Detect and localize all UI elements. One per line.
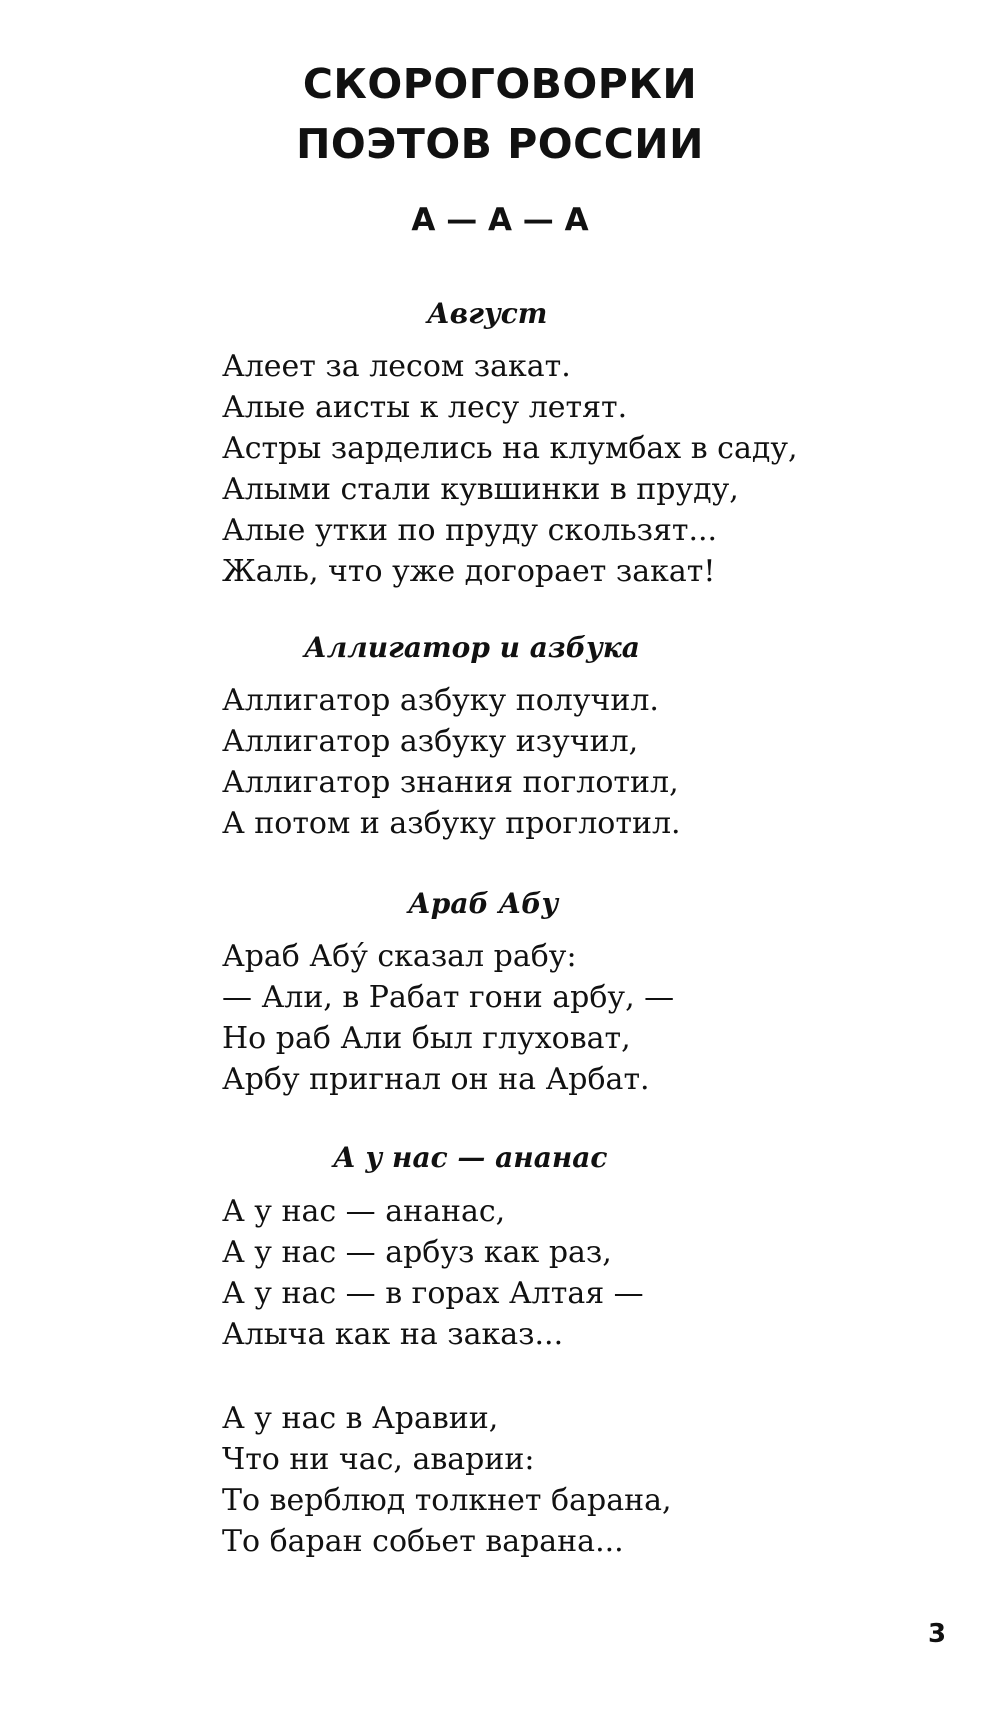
- poem-line: Арбу пригнал он на Арбат.: [222, 1062, 650, 1097]
- poem-stanza: [222, 1398, 672, 1562]
- poem-stanza: [222, 1191, 644, 1355]
- book-title-line-1: СКОРОГОВОРКИ: [302, 60, 698, 108]
- poem-line: — Али, в Рабат гони арбу, —: [222, 980, 675, 1015]
- poem-line: То верблюд толкнет барана,: [222, 1483, 672, 1518]
- section-title: А — А — А: [411, 202, 589, 238]
- page-number: 3: [928, 1619, 947, 1649]
- poem-line: А потом и азбуку проглотил.: [222, 806, 681, 841]
- poem-title-alligator: Аллигатор и азбука: [304, 631, 640, 664]
- poem-line: Астры зарделись на клумбах в саду,: [222, 431, 798, 466]
- poem-title-avgust: Август: [427, 297, 548, 330]
- poem-line: А у нас — в горах Алтая —: [222, 1276, 644, 1311]
- poem-line: Алые утки по пруду скользят...: [222, 513, 718, 548]
- poem-line: Жаль, что уже догорает закат!: [222, 554, 716, 589]
- poem-line: А у нас — арбуз как раз,: [222, 1235, 612, 1270]
- poem-line: Араб Абу́ сказал рабу:: [222, 939, 577, 974]
- poem-title-arab-abu: Араб Абу: [408, 887, 559, 920]
- poem-line: Аллигатор азбуку получил.: [222, 683, 659, 718]
- poem-line: А у нас — ананас,: [222, 1194, 506, 1229]
- poem-stanza: [222, 346, 798, 592]
- poem-line: Алыми стали кувшинки в пруду,: [222, 472, 739, 507]
- poem-line: Алые аисты к лесу летят.: [222, 390, 628, 425]
- poem-line: Но раб Али был глуховат,: [222, 1021, 631, 1056]
- poem-line: Аллигатор знания поглотил,: [222, 765, 679, 800]
- book-title-line-2: ПОЭТОВ РОССИИ: [296, 120, 704, 168]
- poem-title-ananas: А у нас — ананас: [333, 1141, 608, 1174]
- poem-line: Что ни час, аварии:: [222, 1442, 535, 1477]
- poem-stanza: [222, 936, 674, 1100]
- poem-line: А у нас в Аравии,: [222, 1401, 499, 1436]
- poem-line: Алыча как на заказ...: [222, 1317, 564, 1352]
- poem-line: Алеет за лесом закат.: [222, 349, 571, 384]
- poem-line: То баран собьет варана...: [222, 1524, 624, 1559]
- poem-stanza: [222, 680, 681, 844]
- poem-line: Аллигатор азбуку изучил,: [222, 724, 639, 759]
